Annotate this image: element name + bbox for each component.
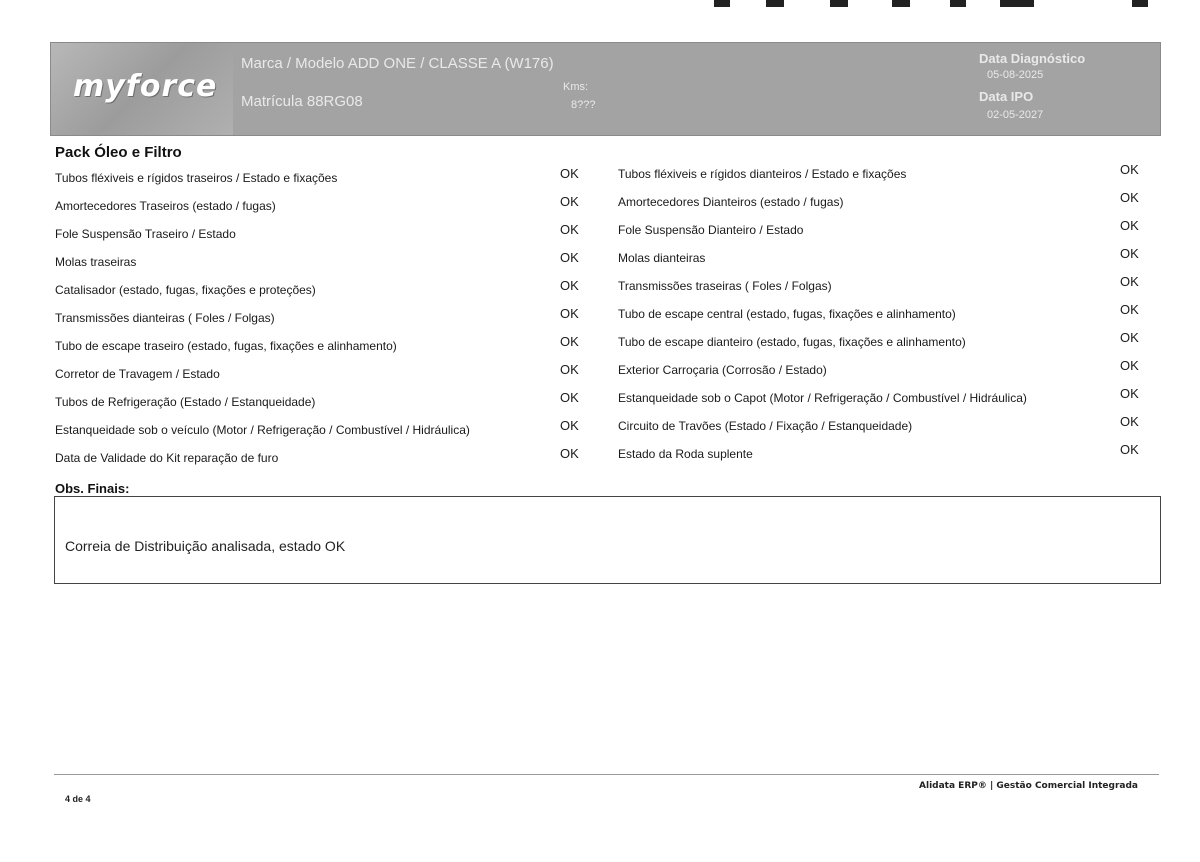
checklist-item: Amortecedores Dianteiros (estado / fugas)	[618, 195, 844, 209]
checklist-item: Estanqueidade sob o Capot (Motor / Refrigeração / Combustível / Hidráulica)	[618, 391, 1027, 405]
checklist-item: Molas dianteiras	[618, 251, 706, 265]
checklist-item: Catalisador (estado, fugas, fixações e proteções)	[55, 283, 316, 297]
checklist-status: OK	[560, 418, 579, 433]
checklist-item: Tubos fléxiveis e rígidos dianteiros / Estado e fixações	[618, 167, 907, 181]
diag-label: Data Diagnóstico	[979, 51, 1086, 66]
checklist-item: Circuito de Travões (Estado / Fixação / Estanqueidade)	[618, 419, 913, 433]
diag-date: 05-08-2025	[987, 69, 1044, 81]
checklist-status: OK	[560, 306, 579, 321]
footer-credit: Alidata ERP® | Gestão Comercial Integrada	[919, 781, 1138, 791]
checklist-status: OK	[1120, 302, 1139, 317]
checklist-item: Fole Suspensão Dianteiro / Estado	[618, 223, 804, 237]
kms-label: Kms:	[563, 81, 589, 93]
checklist-status: OK	[560, 334, 579, 349]
plate: Matrícula 88RG08	[241, 93, 363, 110]
checklist-status: OK	[560, 250, 579, 265]
checklist-status: OK	[1120, 386, 1139, 401]
checklist-status: OK	[1120, 162, 1139, 177]
page-number: 4 de 4	[65, 794, 91, 804]
checklist-status: OK	[560, 222, 579, 237]
checklist-item: Corretor de Travagem / Estado	[55, 367, 220, 381]
footer-rule	[54, 774, 1159, 775]
checklist-item: Tubo de escape central (estado, fugas, fixações e alinhamento)	[618, 307, 956, 321]
checklist-status: OK	[1120, 246, 1139, 261]
vehicle-header	[50, 42, 1161, 136]
logo-box	[51, 43, 233, 135]
checklist-item: Molas traseiras	[55, 255, 137, 269]
ipo-date: 02-05-2027	[987, 109, 1044, 121]
checklist-item: Transmissões traseiras ( Foles / Folgas)	[618, 279, 832, 293]
checklist-status: OK	[1120, 358, 1139, 373]
checklist-item: Tubo de escape traseiro (estado, fugas, fixações e alinhamento)	[55, 339, 397, 353]
checklist-item: Tubo de escape dianteiro (estado, fugas, fixações e alinhamento)	[618, 335, 966, 349]
ipo-label: Data IPO	[979, 89, 1034, 104]
checklist-status: OK	[560, 194, 579, 209]
checklist-status: OK	[560, 362, 579, 377]
obs-box	[54, 496, 1161, 584]
checklist-status: OK	[560, 446, 579, 461]
checklist-status: OK	[1120, 274, 1139, 289]
checklist-status: OK	[1120, 442, 1139, 457]
checklist-item: Fole Suspensão Traseiro / Estado	[55, 227, 236, 241]
checklist-status: OK	[560, 278, 579, 293]
brand-model: Marca / Modelo ADD ONE / CLASSE A (W176)	[241, 55, 554, 72]
obs-title: Obs. Finais:	[55, 481, 130, 496]
kms-value: 8???	[571, 99, 596, 111]
section-title: Pack Óleo e Filtro	[55, 144, 182, 161]
checklist-status: OK	[560, 166, 579, 181]
myforce-logo: myforce	[73, 69, 218, 104]
checklist-status: OK	[1120, 330, 1139, 345]
checklist-status: OK	[1120, 414, 1139, 429]
checklist-status: OK	[1120, 190, 1139, 205]
checklist-item: Transmissões dianteiras ( Foles / Folgas)	[55, 311, 275, 325]
checklist-status: OK	[1120, 218, 1139, 233]
checklist-item: Estado da Roda suplente	[618, 447, 753, 461]
checklist-status: OK	[560, 390, 579, 405]
checklist-item: Tubos de Refrigeração (Estado / Estanqueidade)	[55, 395, 316, 409]
checklist-item: Amortecedores Traseiros (estado / fugas)	[55, 199, 276, 213]
checklist-item: Exterior Carroçaria (Corrosão / Estado)	[618, 363, 827, 377]
obs-text: Correia de Distribuição analisada, estado OK	[65, 538, 346, 554]
checklist-item: Estanqueidade sob o veículo (Motor / Refrigeração / Combustível / Hidráulica)	[55, 423, 470, 437]
top-scan-marks	[680, 0, 1160, 8]
checklist-item: Tubos fléxiveis e rígidos traseiros / Estado e fixações	[55, 171, 338, 185]
checklist-item: Data de Validade do Kit reparação de furo	[55, 451, 279, 465]
